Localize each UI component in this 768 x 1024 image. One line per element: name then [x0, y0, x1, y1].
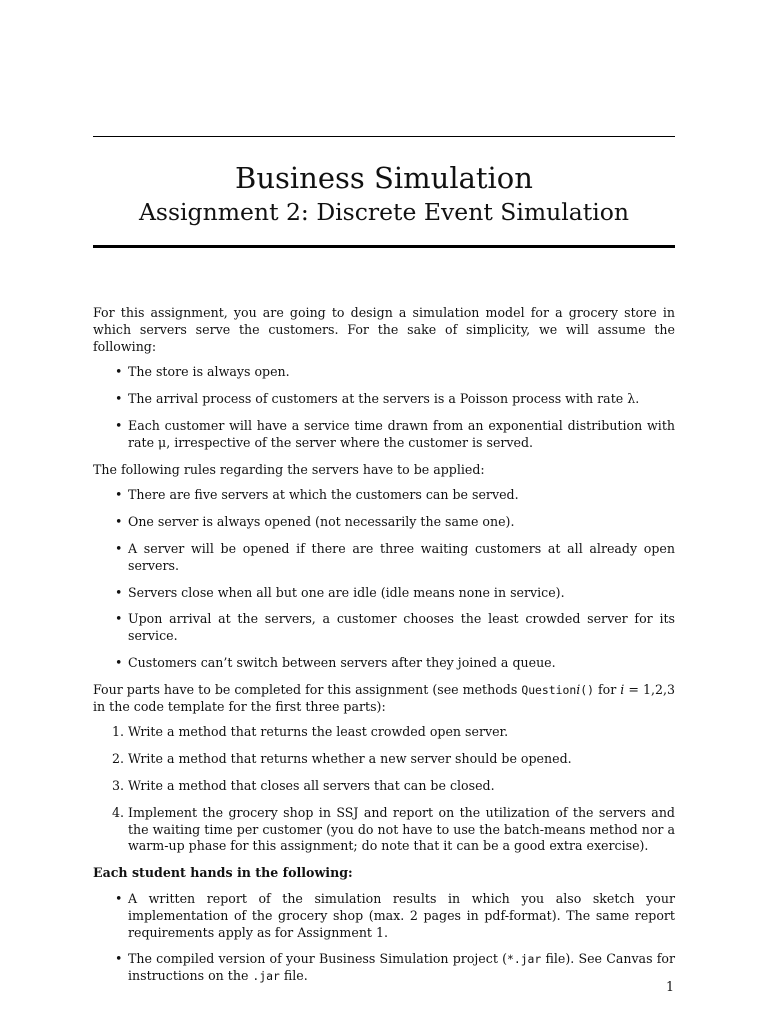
jar-text: The compiled version of your Business Simulation project (	[128, 951, 507, 967]
jar-text: file). See Canvas for instructions on the	[128, 951, 675, 984]
parts-intro-text: for	[593, 681, 621, 697]
rules-intro: The following rules regarding the servers have to be applied:	[93, 461, 485, 477]
rules-list	[93, 487, 675, 671]
list-item	[128, 951, 675, 985]
assumptions-list	[93, 364, 675, 451]
method-parens: ()	[580, 682, 594, 697]
list-item: • Customers can’t switch between servers after they joined a queue.	[128, 655, 675, 672]
list-item: • Servers close when all but one are idle (idle means none in service).	[128, 585, 675, 602]
method-name: Question	[521, 682, 577, 697]
page-number: 1	[666, 979, 675, 994]
document-page	[93, 136, 675, 995]
list-item: • The arrival process of customers at the servers is a Poisson process with rate λ.	[128, 391, 675, 408]
document-title: Business Simulation	[235, 161, 533, 195]
list-item: 4. Implement the grocery shop in SSJ and report on the utilization of the servers and the waiting time per customer (you do not have to use the batch-means method nor a warm-up phase for this assignment; do note that it can be a good extra exercise).	[128, 805, 675, 855]
parts-intro-text: Four parts have to be completed for this assignment (see methods	[93, 681, 522, 697]
bottom-rule	[93, 245, 675, 248]
parts-intro-text: = 1,2,3 in the code template for the first three parts):	[93, 681, 675, 714]
index-var: i	[620, 681, 625, 697]
parts-intro	[93, 682, 675, 716]
document-subtitle: Assignment 2: Discrete Event Simulation	[138, 198, 630, 226]
parts-list	[93, 724, 675, 855]
list-item: • A written report of the simulation results in which you also sketch your implementation of the grocery shop (max. 2 pages in pdf-format). The same report requirements apply as for Assignment 1.	[128, 891, 675, 941]
jar-code: *.jar	[506, 952, 542, 967]
list-item: • One server is always opened (not necessarily the same one).	[128, 514, 675, 531]
handin-heading: Each student hands in the following:	[93, 865, 353, 881]
list-item: 1. Write a method that returns the least crowded open server.	[128, 724, 675, 741]
handin-list	[93, 891, 675, 985]
top-rule	[93, 136, 675, 137]
list-item: • The store is always open.	[128, 364, 675, 381]
document-body	[93, 305, 675, 985]
list-item: 3. Write a method that closes all servers that can be closed.	[128, 778, 675, 795]
jar-text: file.	[279, 968, 308, 984]
list-item: • A server will be opened if there are three waiting customers at all already open servers.	[128, 541, 675, 575]
intro-paragraph: For this assignment, you are going to design a simulation model for a grocery store in which servers serve the customers. For the sake of simplicity, we will assume the following:	[93, 305, 675, 354]
list-item: • Each customer will have a service time drawn from an exponential distribution with rate μ, irrespective of the server where the customer is served.	[128, 418, 675, 452]
list-item: • Upon arrival at the servers, a customer chooses the least crowded server for its service.	[128, 611, 675, 645]
list-item: 2. Write a method that returns whether a new server should be opened.	[128, 751, 675, 768]
method-index-var: i	[576, 681, 581, 697]
list-item: • There are five servers at which the customers can be served.	[128, 487, 675, 504]
jar-code: .jar	[252, 969, 280, 984]
